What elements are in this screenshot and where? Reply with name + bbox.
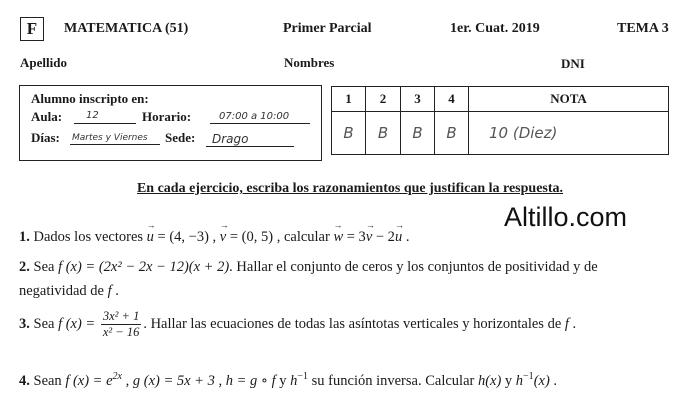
apellido-label: Apellido — [20, 55, 67, 70]
exercise-1 — [19, 229, 409, 246]
version-letter-box: F — [20, 17, 44, 41]
exercise-4-inverse-sup: −1 — [297, 371, 309, 382]
grade-mark-3: B — [401, 112, 435, 155]
exercise-2-line-2 — [19, 283, 119, 300]
exercise-1-end: . — [402, 229, 410, 245]
sede-value: Drago — [212, 132, 249, 146]
exercise-3-pre: Sea — [33, 315, 59, 332]
exercise-3-number: 3. — [19, 315, 30, 332]
grade-mark-4: B — [435, 112, 469, 155]
exercise-2-function: f (x) = (2x² − 2x − 12)(x + 2) — [58, 259, 230, 275]
aula-value: 12 — [86, 110, 99, 121]
vector-u: → u — [147, 229, 154, 246]
aula-line — [74, 123, 136, 124]
dias-label: Días: — [31, 130, 60, 145]
exercise-4-y: y — [501, 372, 516, 389]
dias-value: Martes y Viernes — [72, 133, 148, 143]
enrollment-title: Alumno inscripto en: — [31, 91, 149, 106]
sede-line — [206, 146, 294, 147]
exercise-3-text: . Hallar las ecuaciones de todas las asíntotas verticales y horizontales de — [143, 315, 565, 332]
dni-label: DNI — [561, 56, 585, 71]
grade-header-2: 2 — [366, 87, 401, 112]
exam-title: Primer Parcial — [283, 21, 372, 36]
horario-value: 07:00 a 10:00 — [219, 111, 290, 122]
exercise-4 — [19, 371, 557, 390]
exercise-3-f: f — [564, 315, 569, 332]
exercise-2-number: 2. — [19, 259, 30, 275]
exercise-4-h-inverse-2: h — [515, 372, 524, 389]
exercise-3-end: . — [568, 315, 577, 332]
vector-v-value: = (0, 5) , calcular — [226, 229, 334, 245]
exercise-2-text: . Hallar el conjunto de ceros y los conjuntos de positividad y de — [229, 259, 598, 275]
grade-mark-1: B — [332, 112, 366, 155]
vector-w-u: → u — [395, 229, 402, 246]
vector-w: → w — [333, 229, 343, 246]
exercise-1-number: 1. — [19, 229, 30, 245]
exercise-4-h-inverse: h — [290, 372, 298, 389]
fraction-numerator: 3x² + 1 — [102, 309, 140, 323]
vector-v: → v — [220, 229, 226, 246]
sede-label: Sede: — [165, 130, 196, 145]
exercise-2-text-2: negatividad de — [19, 283, 108, 299]
exercise-2-end: . — [111, 283, 119, 299]
exercise-4-h-x: h(x) — [477, 372, 502, 389]
aula-label: Aula: — [31, 109, 63, 124]
horario-label: Horario: — [142, 109, 192, 124]
grade-mark-nota: 10 (Diez) — [469, 112, 669, 155]
grade-header-3: 3 — [401, 87, 435, 112]
vector-w-minus: − 2 — [372, 229, 395, 245]
grade-header-1: 1 — [332, 87, 366, 112]
exercise-4-g-h: , g (x) = 5x + 3 , h = g ∘ f — [121, 372, 276, 389]
exercise-4-h-inverse-arg: (x) — [533, 372, 550, 389]
exercise-4-f: f (x) = e — [65, 372, 113, 389]
watermark: Altillo.com — [504, 202, 628, 232]
exercise-3-fraction — [101, 309, 141, 340]
exam-topic: TEMA 3 — [617, 21, 669, 36]
grade-header-4: 4 — [435, 87, 469, 112]
exercise-4-end: . — [549, 372, 558, 389]
enrollment-box — [19, 85, 322, 161]
course-title: MATEMATICA (51) — [64, 21, 189, 36]
instruction: En cada ejercicio, escriba los razonamientos que justifican la respuesta. — [136, 181, 564, 196]
dias-line — [70, 144, 160, 145]
exercise-4-and: y — [275, 372, 291, 389]
grade-header-nota: NOTA — [469, 87, 669, 112]
fraction-denominator: x² − 16 — [102, 325, 140, 339]
exercise-1-intro: Dados los vectores — [33, 229, 144, 245]
exercise-3 — [19, 309, 576, 340]
exercise-4-pre: Sean — [33, 372, 66, 389]
nombres-label: Nombres — [284, 55, 335, 70]
horario-line — [210, 123, 310, 124]
exercise-3-lhs: f (x) = — [58, 315, 96, 332]
grade-mark-2: B — [366, 112, 401, 155]
exercise-4-text: su función inversa. Calcular — [308, 372, 478, 389]
exercise-2-line-1 — [19, 259, 598, 276]
exercise-4-f-exponent: 2x — [112, 371, 122, 382]
grade-table — [331, 86, 669, 155]
exercise-4-inverse-sup-2: −1 — [523, 371, 534, 382]
vector-u-value: = (4, −3) , — [153, 229, 217, 245]
vector-w-v: → v — [366, 229, 372, 246]
exercise-2-pre: Sea — [33, 259, 59, 275]
exam-term: 1er. Cuat. 2019 — [450, 21, 540, 36]
exercise-4-number: 4. — [19, 372, 30, 389]
exercise-2-f: f — [107, 283, 112, 299]
vector-w-eq: = 3 — [343, 229, 366, 245]
